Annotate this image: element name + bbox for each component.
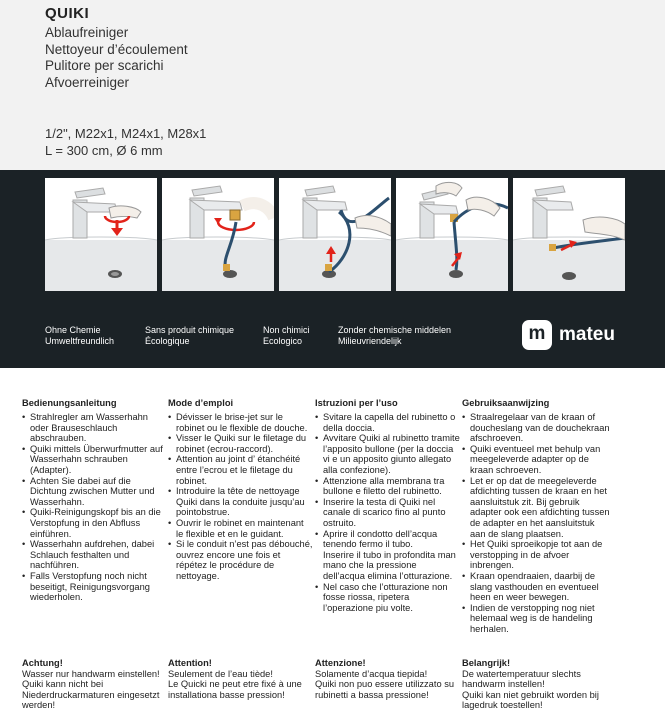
step-4-illustration: [396, 178, 508, 291]
instructions-fr: [168, 398, 313, 582]
feature-it: [263, 325, 310, 347]
instruction-step: • Attenzione alla membrana tra bullone e filetto del rubinetto.: [315, 476, 460, 497]
instruction-step: • Quiki eventueel met behulp van meegeleverde adapter op de kraan schroeven.: [462, 444, 612, 476]
feature-line: Sans produit chimique: [145, 325, 235, 335]
warning-title: Attention!: [168, 658, 212, 668]
warning-title: Attenzione!: [315, 658, 366, 668]
warning-nl: [462, 658, 612, 711]
product-subtitles: [45, 25, 188, 91]
product-specs: [45, 125, 206, 159]
instruction-step: • Svitare la capella del rubinetto o della doccia.: [315, 412, 460, 433]
warning-line: Quiki non puo essere utilizzato su rubinetti a bassa pressione!: [315, 679, 455, 700]
instructions-de: [22, 398, 167, 603]
rotate-arrow-icon: [214, 218, 222, 224]
warning-line: Quiki kan niet gebruikt worden bij lagedruk toestellen!: [462, 689, 599, 711]
warning-title: Achtung!: [22, 658, 63, 668]
instructions-heading: Bedienungsanleitung: [22, 398, 117, 408]
instruction-step: • Nel caso che l’otturazione non fosse riossa, ripetera l’operazione piu volte.: [315, 582, 460, 614]
instructions-nl: [462, 398, 612, 634]
brand-name: mateu: [559, 324, 615, 345]
feature-line: Umweltfreundlich: [45, 336, 115, 346]
feature-line: Zonder chemische middelen: [338, 325, 452, 335]
illustration-band: [0, 170, 665, 368]
instruction-step: • Quiki-Reinigungskopf bis an die Verstopfung in den Abfluss einführen.: [22, 507, 167, 539]
subtitle-de: Ablaufreiniger: [45, 25, 129, 40]
instruction-step: • Achten Sie dabei auf die Dichtung zwischen Mutter und Wasserhahn.: [22, 476, 167, 508]
feature-line: Milieuvriendelijk: [338, 336, 402, 346]
spec-threads: 1/2", M22x1, M24x1, M28x1: [45, 126, 207, 141]
instruction-step: • Avvitare Quiki al rubinetto tramite l’apposito bullone (per la doccia vi e un apposito giunto allegato alla confezione).: [315, 433, 460, 475]
instruction-step: • Strahlregler am Wasserhahn oder Brauseschlauch abschrauben.: [22, 412, 167, 444]
warning-line: Quiki kann nicht bei Niederdruckarmaturen eingesetzt werden!: [22, 679, 160, 711]
subtitle-it: Pulitore per scarichi: [45, 58, 164, 73]
instruction-step: • Attention au joint d’ étanchéité entre l’ecrou et le filetage du robinet.: [168, 454, 313, 486]
warning-line: Solamente d’acqua tiepida!: [315, 668, 428, 679]
instruction-step: • Quiki mittels Überwurfmutter auf Wasserhahn schrauben (Adapter).: [22, 444, 167, 476]
instruction-step: • Si le conduit n’est pas débouché, ouvrez encore une fois et répétez le procédure de nettoyage.: [168, 539, 313, 581]
instruction-step: • Inserire la testa di Quiki nel canale di scarico fino al punto ostruito.: [315, 497, 460, 529]
instruction-step: • Het Quiki sproeikopje tot aan de verstopping in de afvoer inbrengen.: [462, 539, 612, 571]
warning-line: Seulement de l’eau tiède!: [168, 668, 273, 679]
feature-line: Ohne Chemie: [45, 325, 101, 335]
instruction-step: • Straalregelaar van de kraan of doucheslang van de douchekraan afschroeven.: [462, 412, 612, 444]
feature-de: [45, 325, 114, 347]
warning-title: Belangrijk!: [462, 658, 511, 668]
feature-line: Ecologico: [263, 336, 303, 346]
instructions-heading: Mode d’emploi: [168, 398, 234, 408]
feature-line: Écologique: [145, 336, 190, 346]
instruction-step: Inserire il tubo in profondita man mano che la pressione dell’acqua elimina l’otturazione.: [323, 549, 456, 581]
warning-line: Le Quicki ne peut etre fixé à une installationa basse pression!: [168, 679, 302, 700]
feature-fr: [145, 325, 234, 347]
warning-line: Wasser nur handwarm einstellen!: [22, 668, 160, 679]
instruction-step: • Falls Verstopfung noch nicht beseitigt, Reinigungsvorgang wiederholen.: [22, 571, 167, 603]
subtitle-fr: Nettoyeur d’écoulement: [45, 41, 188, 57]
warning-line: De watertemperatuur slechts handwarm instellen!: [462, 668, 581, 690]
step-5-illustration: [513, 178, 625, 291]
instruction-step: • Visser le Quiki sur le filetage du robinet (ecrou-raccord).: [168, 433, 313, 454]
header: [0, 0, 665, 170]
instruction-step: • Aprire il condotto dell’acqua tenendo fermo il tubo.: [315, 529, 460, 550]
step-3-illustration: [279, 178, 391, 291]
feature-line: Non chimici: [263, 325, 310, 335]
arrow-down-icon: [111, 228, 123, 236]
instructions-heading: Gebruiksaanwijzing: [462, 398, 550, 408]
warning-it: [315, 658, 460, 700]
instructions-it: [315, 398, 460, 613]
instruction-step: • Dévisser le brise-jet sur le robinet ou le flexible de douche.: [168, 412, 313, 433]
subtitle-nl: Afvoerreiniger: [45, 74, 130, 90]
instruction-step: • Kraan opendraaien, daarbij de slang vasthouden en eventueel heen en weer bewegen.: [462, 571, 612, 603]
product-title: QUIKI: [45, 5, 90, 22]
instruction-step: • Let er op dat de meegeleverde afdichting tussen de kraan en het aansluitstuk zit. Bij gebruik adapter ook een afdichting tussen de adapter en het aansluitstuk aan de slang plaatsen.: [462, 476, 612, 540]
instruction-step: • Wasserhahn aufdrehen, dabei Schlauch festhalten und nachführen.: [22, 539, 167, 571]
spec-dimensions: L = 300 cm, Ø 6 mm: [45, 143, 163, 158]
instruction-step: • Introduire la tête de nettoyage Quiki dans la conduite jusqu’au pointobstrue.: [168, 486, 313, 518]
warning-de: [22, 658, 160, 711]
brand-logo: [522, 320, 630, 356]
instruction-step: • Ouvrir le robinet en maintenant le flexible et en le guidant.: [168, 518, 313, 539]
step-1-illustration: [45, 178, 157, 291]
instruction-step: • Indien de verstopping nog niet helemaal weg is de handeling herhalen.: [462, 603, 612, 635]
feature-nl: [338, 325, 451, 347]
step-2-illustration: [162, 178, 274, 291]
warning-fr: [168, 658, 306, 700]
brand-mark-icon: m: [522, 320, 552, 350]
instructions-heading: Istruzioni per l’uso: [315, 398, 398, 408]
